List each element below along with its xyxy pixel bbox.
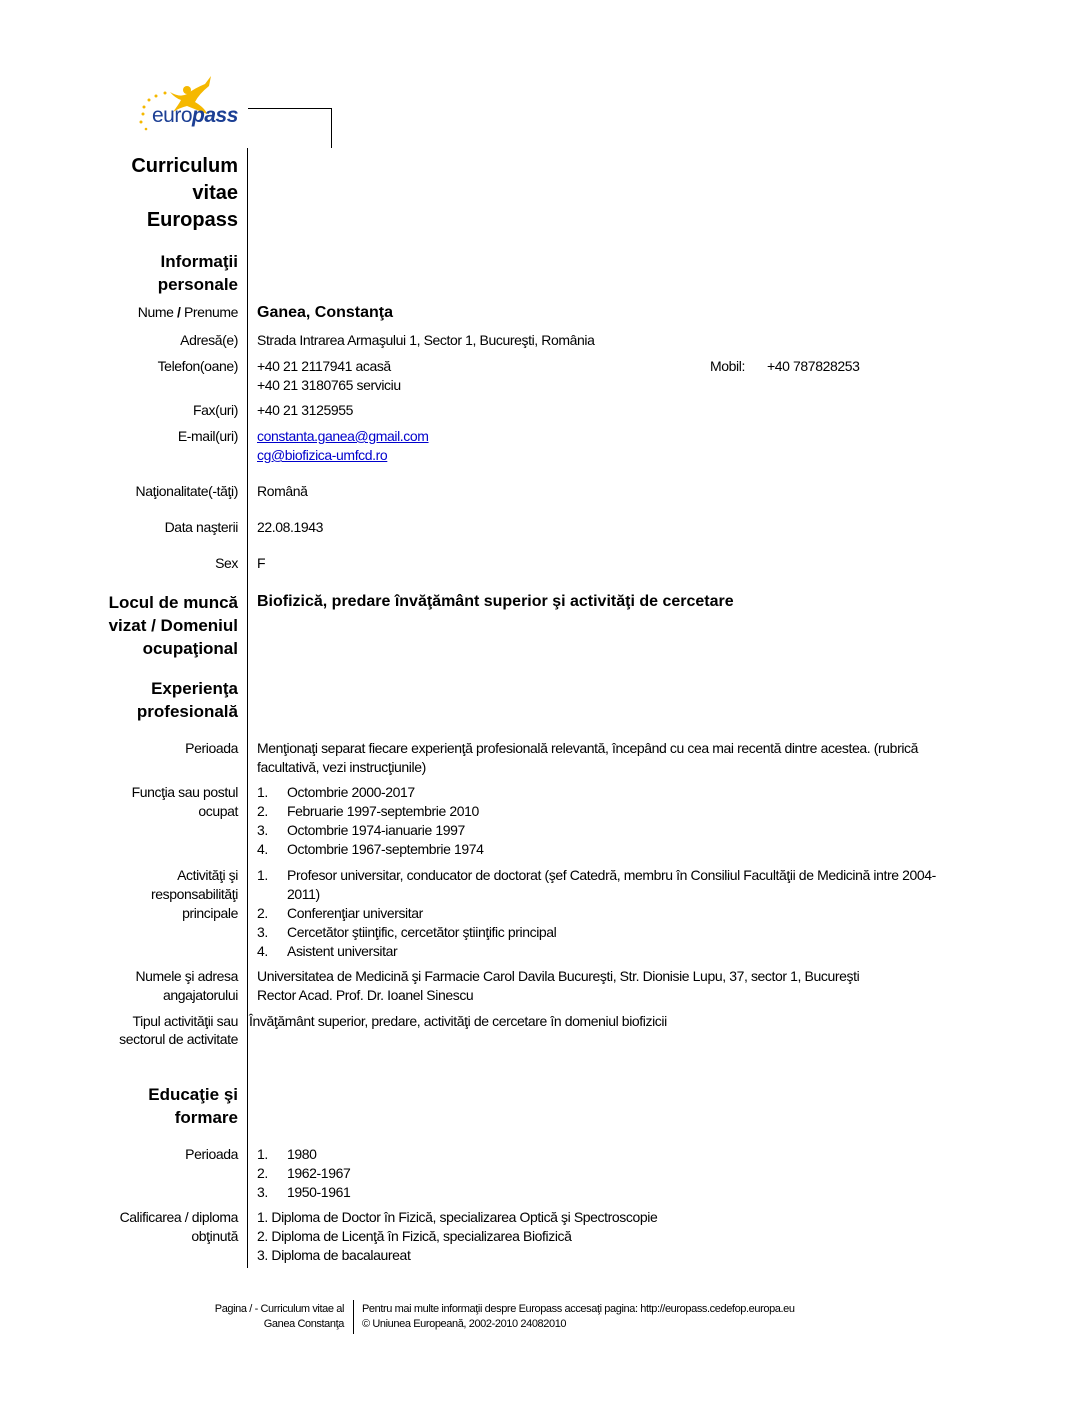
heading-line: formare: [174, 1108, 238, 1127]
list-item: [257, 802, 484, 821]
item-number: 4.: [257, 943, 268, 959]
header-rule-vertical: [331, 108, 332, 148]
text-line: © Uniunea Europeană, 2002-2010 24082010: [362, 1318, 567, 1330]
section-heading-personal: [158, 250, 238, 296]
birth-label: Data naşterii: [164, 519, 238, 535]
footer-left: [215, 1302, 344, 1332]
list-item: [257, 1183, 350, 1202]
section-heading-experience: [137, 677, 238, 723]
qualification-label: [120, 1208, 238, 1246]
text-line: principale: [182, 905, 238, 921]
list-item: [257, 821, 484, 840]
item-text: Asistent universitar: [287, 943, 398, 959]
heading-line: vizat / Domeniul: [108, 616, 238, 635]
logo-text-pass: pass: [192, 104, 238, 127]
item-text: Cercetător ştiinţific, cercetător ştiinţific principal: [287, 924, 557, 940]
column-divider: [247, 148, 248, 1268]
name-label: [138, 303, 238, 322]
name-value: Ganea, Constanţa: [257, 304, 394, 321]
positions-list: [257, 783, 484, 859]
phone-label: Telefon(oane): [157, 358, 238, 374]
item-text: 1980: [287, 1146, 317, 1162]
mobile-label: Mobil:: [710, 358, 745, 374]
exp-period-value: [257, 739, 918, 777]
item-text: Conferenţiar universitar: [287, 905, 423, 921]
heading-line: ocupaţional: [142, 639, 238, 658]
item-text: Octombrie 1967-septembrie 1974: [287, 841, 484, 857]
item-number: 4.: [257, 841, 268, 857]
item-text: Februarie 1997-septembrie 2010: [287, 803, 479, 819]
item-number: 3.: [257, 1184, 268, 1200]
text-line: facultativă, vezi instrucţiunile): [257, 759, 426, 775]
text-line: ocupat: [198, 803, 238, 819]
text-line: 2. Diploma de Licenţă în Fizică, specializarea Biofizică: [257, 1228, 572, 1244]
birth-value: 22.08.1943: [257, 519, 324, 535]
text-line: sectorul de activitate: [119, 1031, 238, 1047]
sector-label: [119, 1012, 238, 1048]
name-label-a: Nume: [137, 304, 174, 320]
sector-value: Învăţământ superior, predare, activităţi de cercetare în domeniul biofizicii: [249, 1013, 667, 1029]
item-text: 1950-1961: [287, 1184, 351, 1200]
edu-period-label: Perioada: [185, 1146, 238, 1162]
text-line: Pagina / - Curriculum vitae al: [214, 1303, 344, 1315]
logo-text-euro: euro: [152, 104, 193, 127]
text-line: Ganea Constanţa: [263, 1318, 344, 1330]
text-line: Activităţi şi: [177, 867, 238, 883]
title-line: Curriculum: [131, 155, 238, 177]
employer-label: [135, 967, 238, 1005]
list-item: [257, 783, 484, 802]
cv-title: [131, 153, 238, 234]
text-line: 1. Diploma de Doctor în Fizică, specializarea Optică şi Spectroscopie: [257, 1209, 658, 1225]
list-item: [257, 866, 936, 904]
text-line: Pentru mai multe informaţii despre Europass accesaţi pagina: http://europass.cedefop.europa.eu: [362, 1303, 795, 1315]
item-text: Octombrie 2000-2017: [287, 784, 415, 800]
exp-period-label: Perioada: [185, 740, 238, 756]
text-line: 3. Diploma de bacalaureat: [257, 1247, 411, 1263]
item-number: 3.: [257, 822, 268, 838]
list-item: [257, 904, 936, 923]
footer-right: [362, 1302, 795, 1332]
item-text: 2011): [287, 886, 320, 902]
item-number: 3.: [257, 924, 268, 940]
address-label: Adresă(e): [180, 332, 238, 348]
header-rule: [248, 108, 331, 109]
list-item: [257, 942, 936, 961]
text-line: Funcţia sau postul: [131, 784, 238, 800]
europass-logo: [135, 72, 250, 134]
text-line: Menţionaţi separat fiecare experienţă profesională relevantă, începând cu cea mai recentă dintre acestea. (rubrică: [257, 740, 919, 756]
sex-label: Sex: [215, 555, 238, 571]
item-number: 1.: [257, 867, 268, 883]
list-item: [257, 840, 484, 859]
job-value: Biofizică, predare învăţământ superior şi activităţi de cercetare: [257, 593, 734, 610]
text-line: Rector Acad. Prof. Dr. Ioanel Sinescu: [257, 987, 474, 1003]
list-item: [257, 1145, 350, 1164]
list-item: [257, 923, 936, 942]
heading-line: personale: [157, 275, 238, 294]
text-line: Numele şi adresa: [135, 968, 238, 984]
address-value: Strada Intrarea Armaşului 1, Sector 1, Bucureşti, România: [257, 332, 595, 348]
heading-line: Experienţa: [151, 679, 238, 698]
heading-line: Locul de muncă: [108, 593, 238, 612]
section-heading-education: [148, 1083, 238, 1129]
item-text: Octombrie 1974-ianuarie 1997: [287, 822, 465, 838]
phone-values: [257, 357, 401, 395]
phone-home: +40 21 2117941 acasă: [257, 358, 391, 374]
footer-divider: [353, 1300, 354, 1334]
nationality-value: Română: [257, 483, 308, 499]
text-line: responsabilităţi: [151, 886, 238, 902]
nationality-label: Naţionalitate(-tăţi): [135, 483, 238, 499]
item-text: Profesor universitar, conducator de doctorat (şef Catedră, membru în Consiliul Facultăţii de Medicină intre 2004-: [287, 867, 936, 883]
position-label: [132, 783, 238, 821]
list-item: [257, 1164, 350, 1183]
email-values: [257, 427, 429, 465]
email-label: E-mail(uri): [177, 428, 238, 444]
activities-list: [257, 866, 936, 961]
item-number: 1.: [257, 1146, 268, 1162]
edu-periods-list: [257, 1145, 350, 1202]
item-number: 2.: [257, 1165, 268, 1181]
employer-value: [257, 967, 859, 1005]
text-line: Universitatea de Medicină şi Farmacie Carol Davila Bucureşti, Str. Dionisie Lupu, 37, sector 1, Bucureşti: [257, 968, 860, 984]
heading-line: Informaţii: [160, 252, 238, 271]
mobile-value: +40 787828253: [767, 358, 860, 374]
name-label-b: Prenume: [183, 304, 238, 320]
text-line: Calificarea / diploma: [119, 1209, 238, 1225]
item-number: 1.: [257, 784, 268, 800]
name-label-sep: /: [173, 304, 184, 320]
title-line: vitae: [192, 182, 238, 204]
text-line: angajatorului: [163, 987, 238, 1003]
qualification-values: [257, 1208, 657, 1265]
title-line: Europass: [146, 209, 238, 231]
email-link[interactable]: constanta.ganea@gmail.com: [257, 428, 429, 444]
item-number: 2.: [257, 803, 268, 819]
item-number: 2.: [257, 905, 268, 921]
sex-value: F: [257, 555, 266, 571]
fax-label: Fax(uri): [192, 402, 238, 418]
section-heading-job: [109, 591, 238, 660]
heading-line: profesională: [136, 702, 238, 721]
activities-label: [151, 866, 238, 923]
text-line: Tipul activităţii sau: [132, 1013, 238, 1029]
text-line: obţinută: [191, 1228, 238, 1244]
phone-work: +40 21 3180765 serviciu: [257, 377, 401, 393]
heading-line: Educaţie şi: [148, 1085, 238, 1104]
fax-value: +40 21 3125955: [257, 402, 354, 418]
item-text: 1962-1967: [287, 1165, 351, 1181]
email-link[interactable]: cg@biofizica-umfcd.ro: [257, 447, 388, 463]
